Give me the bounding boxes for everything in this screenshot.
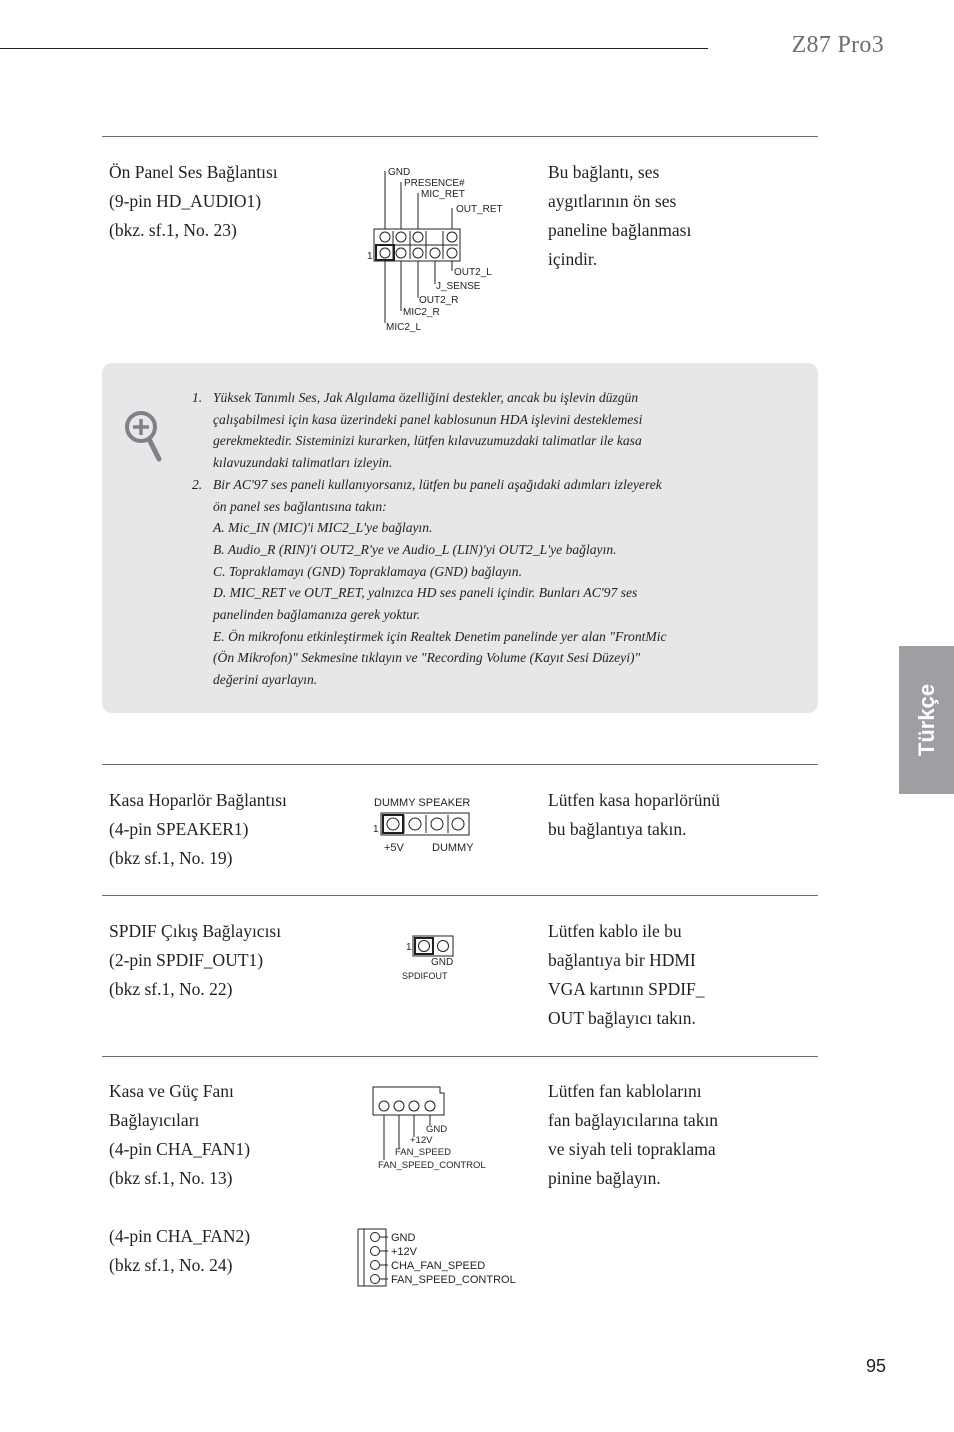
note-line: kılavuzundaki talimatları izleyin.: [213, 455, 393, 471]
note-text: [192, 387, 772, 691]
hd-audio-pin-diagram: [364, 163, 514, 338]
pin-label-out2-r: OUT2_R: [419, 295, 459, 306]
spdif-title: [109, 917, 281, 1004]
fan1-12v-label: +12V: [410, 1135, 433, 1146]
pin-label-presence: PRESENCE#: [404, 178, 465, 189]
fan2-gnd-label: GND: [391, 1232, 416, 1244]
hd-audio-title-line: (bkz. sf.1, No. 23): [109, 220, 237, 240]
spdif-title-line: (2-pin SPDIF_OUT1): [109, 950, 264, 970]
fan1-speed-label: FAN_SPEED: [395, 1147, 451, 1158]
fan2-control-label: FAN_SPEED_CONTROL: [391, 1274, 516, 1286]
note-line: Yüksek Tanımlı Ses, Jak Algılama özelliğini destekler, ancak bu işlevin düzgün: [213, 390, 639, 405]
note-step: D. MIC_RET ve OUT_RET, yalnızca HD ses paneli içindir. Bunları AC'97 ses: [213, 585, 638, 601]
fan2-12v-label: +12V: [391, 1246, 417, 1258]
magnifier-icon: [124, 409, 164, 463]
spdif-title-line: (bkz sf.1, No. 22): [109, 979, 233, 999]
fan-desc-line: ve siyah teli topraklama: [548, 1139, 716, 1159]
note-step: (Ön Mikrofon)" Sekmesine tıklayın ve "Recording Volume (Kayıt Sesi Düzeyi)": [213, 650, 641, 666]
note-line: ön panel ses bağlantısına takın:: [213, 498, 387, 514]
speaker-title-line: Kasa Hoparlör Bağlantısı: [109, 790, 287, 810]
speaker-description: [548, 786, 720, 844]
pin-label-gnd: GND: [388, 167, 411, 178]
note-step: B. Audio_R (RIN)'i OUT2_R'ye ve Audio_L (LIN)'yi OUT2_L'ye bağlayın.: [213, 541, 617, 557]
pin-one-marker: 1: [406, 942, 412, 953]
section-divider: [102, 136, 818, 137]
note-line: çalışabilmesi için kasa üzerindeki panel kablosunun HDA işlevini desteklemesi: [213, 411, 643, 427]
speaker-top-label: DUMMY SPEAKER: [374, 797, 471, 809]
language-tab-label: Türkçe: [913, 683, 939, 757]
speaker-desc-line: bu bağlantıya takın.: [548, 819, 687, 839]
fan2-title-line: (bkz sf.1, No. 24): [109, 1255, 233, 1275]
speaker-pin-diagram: [368, 793, 498, 857]
note-line: gerekmektedir. Sisteminizi kurarken, lütfen kılavuzumuzdaki talimatlar ile kasa: [213, 433, 642, 449]
note-item-1: [192, 387, 772, 474]
language-tab: [899, 646, 954, 794]
fan1-gnd-label: GND: [426, 1124, 448, 1135]
spdif-name-label: SPDIFOUT: [402, 971, 448, 981]
fan-title-line: (4-pin CHA_FAN1): [109, 1139, 251, 1159]
speaker-title-line: (bkz sf.1, No. 19): [109, 848, 233, 868]
fan1-control-label: FAN_SPEED_CONTROL: [378, 1160, 486, 1171]
spdif-description: [548, 917, 705, 1033]
fan2-title-line: (4-pin CHA_FAN2): [109, 1226, 251, 1246]
fan-title-line: Kasa ve Güç Fanı: [109, 1081, 234, 1101]
section-divider: [102, 1056, 818, 1057]
fan-title-line: (bkz sf.1, No. 13): [109, 1168, 233, 1188]
note-item-2: [192, 474, 772, 517]
spdif-gnd-label: GND: [431, 957, 454, 968]
speaker-dummy-label: DUMMY: [432, 842, 474, 854]
pin-label-out2-l: OUT2_L: [454, 267, 492, 278]
page-number: 95: [865, 1356, 886, 1376]
hd-audio-desc-line: aygıtlarının ön ses: [548, 191, 677, 211]
header-rule: [0, 48, 708, 49]
pin-one-marker: 1: [373, 824, 379, 835]
spdif-desc-line: VGA kartının SPDIF_: [548, 979, 705, 999]
fan-desc-line: fan bağlayıcılarına takın: [548, 1110, 719, 1130]
hd-audio-title-line: (9-pin HD_AUDIO1): [109, 191, 262, 211]
hd-audio-description: [548, 158, 691, 274]
hd-audio-desc-line: paneline bağlanması: [548, 220, 692, 240]
spdif-desc-line: OUT bağlayıcı takın.: [548, 1008, 696, 1028]
spdif-pin-diagram: [398, 932, 468, 984]
speaker-title-line: (4-pin SPEAKER1): [109, 819, 249, 839]
note-step: E. Ön mikrofonu etkinleştirmek için Realtek Denetim panelinde yer alan "FrontMic: [213, 628, 667, 644]
spdif-desc-line: Lütfen kablo ile bu: [548, 921, 682, 941]
note-steps: [192, 517, 772, 691]
hd-audio-desc-line: içindir.: [548, 249, 598, 269]
hd-audio-desc-line: Bu bağlantı, ses: [548, 162, 660, 182]
fan2-speed-label: CHA_FAN_SPEED: [391, 1260, 486, 1272]
pin-one-marker: 1: [367, 251, 373, 262]
fan2-title: [109, 1222, 250, 1280]
speaker-title: [109, 786, 287, 873]
pin-label-j-sense: J_SENSE: [436, 281, 481, 292]
cha-fan2-pin-diagram: [354, 1226, 524, 1290]
speaker-desc-line: Lütfen kasa hoparlörünü: [548, 790, 721, 810]
note-line: Bir AC'97 ses paneli kullanıyorsanız, lütfen bu paneli aşağıdaki adımları izleyerek: [213, 476, 662, 492]
cha-fan1-pin-diagram: [368, 1083, 503, 1175]
spdif-desc-line: bağlantıya bir HDMI: [548, 950, 696, 970]
hd-audio-title: [109, 158, 278, 245]
speaker-5v-label: +5V: [384, 842, 404, 854]
note-step: C. Topraklamayı (GND) Topraklamaya (GND) bağlayın.: [213, 563, 523, 579]
pin-label-mic-ret: MIC_RET: [421, 189, 465, 200]
note-number: 1.: [192, 390, 203, 405]
pin-label-out-ret: OUT_RET: [456, 204, 503, 215]
fan-title: [109, 1077, 250, 1193]
fan-title-line: Bağlayıcıları: [109, 1110, 200, 1130]
pin-label-mic2-l: MIC2_L: [386, 322, 422, 333]
hd-audio-title-line: Ön Panel Ses Bağlantısı: [109, 162, 278, 182]
section-divider: [102, 764, 818, 765]
note-number: 2.: [192, 476, 203, 492]
fan-description: [548, 1077, 718, 1193]
note-step: değerini ayarlayın.: [213, 672, 318, 688]
fan-desc-line: Lütfen fan kablolarını: [548, 1081, 702, 1101]
note-step: A. Mic_IN (MIC)'i MIC2_L'ye bağlayın.: [213, 520, 433, 536]
spdif-title-line: SPDIF Çıkış Bağlayıcısı: [109, 921, 282, 941]
pin-label-mic2-r: MIC2_R: [403, 307, 440, 318]
product-title: Z87 Pro3: [791, 32, 884, 58]
fan-desc-line: pinine bağlayın.: [548, 1168, 661, 1188]
note-step: panelinden bağlamanıza gerek yoktur.: [213, 607, 421, 623]
section-divider: [102, 895, 818, 896]
